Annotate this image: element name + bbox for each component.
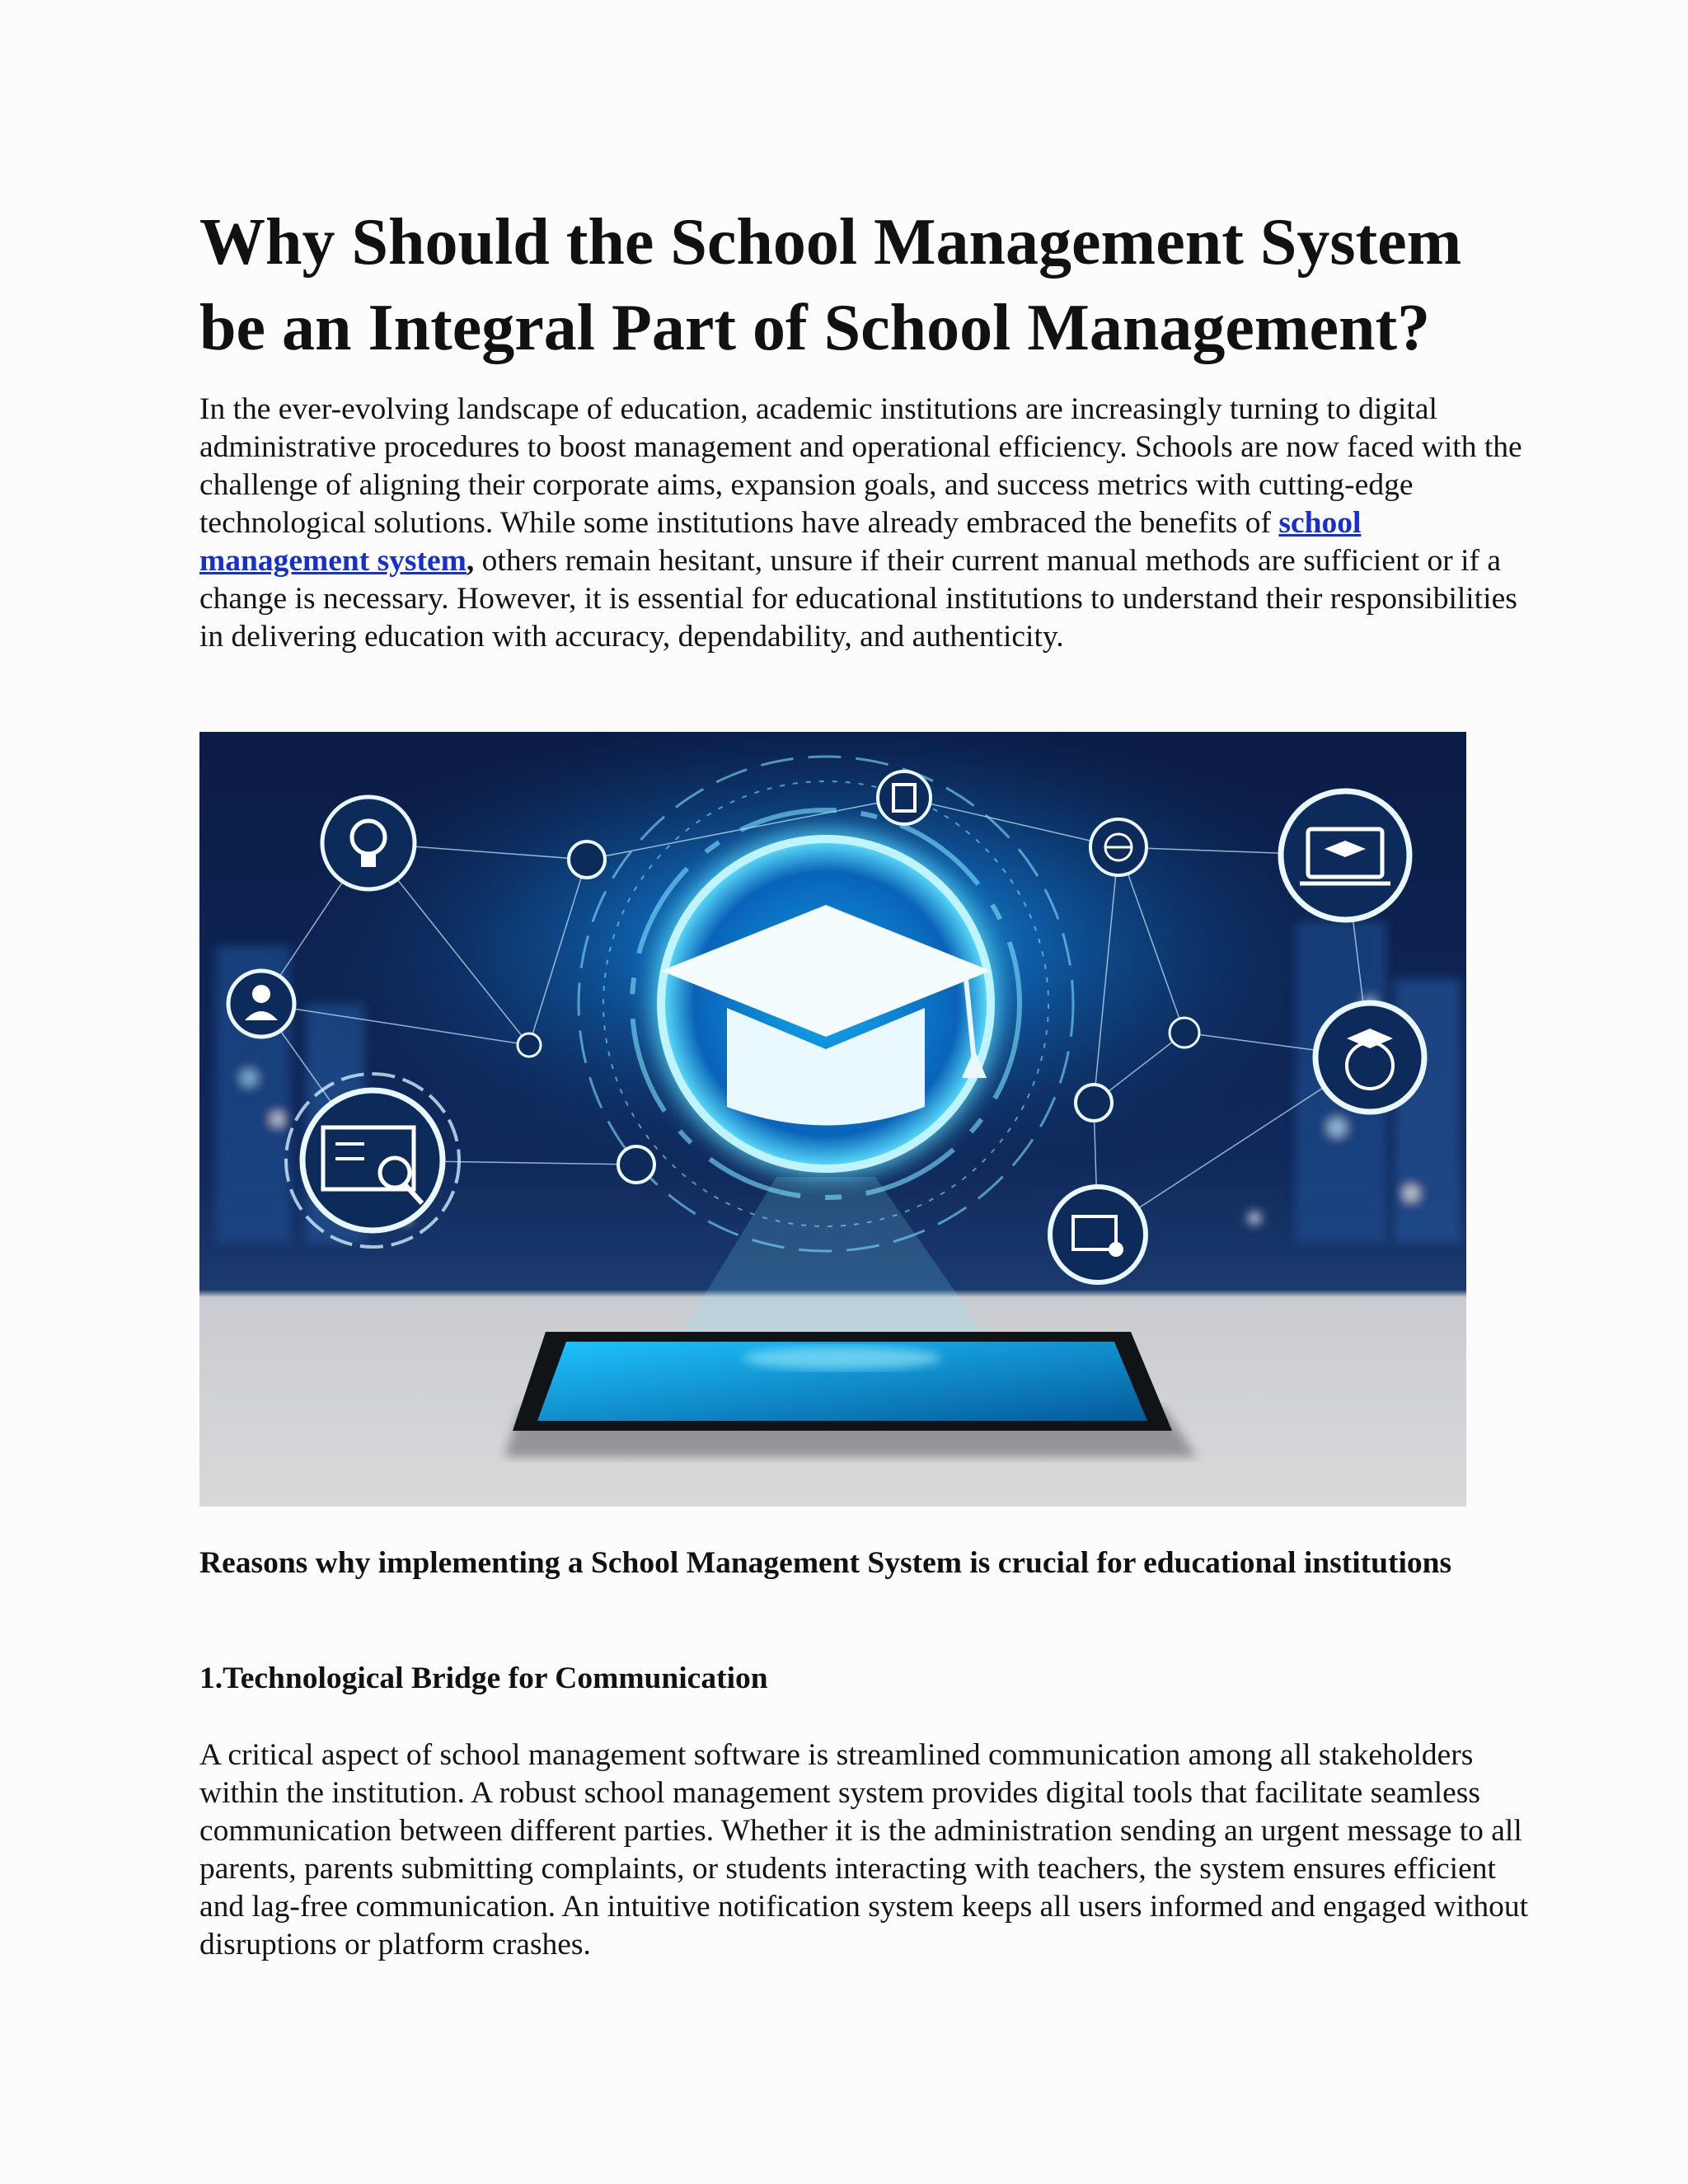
point1-heading: 1.Technological Bridge for Communication [199,1661,768,1695]
graduation-cap-icon [653,831,999,1177]
globe-icon [1090,819,1146,875]
point1-paragraph: A critical aspect of school management software is streamlined communication among all stakeholders within the institution. A robust school management system provides digital tools that facilitate seamless communication between different parties. Whether it is the administration sending an urgent message to all parents, parents submitting complaints, or students interacting with teachers, the system ensures efficient and lag-free communication. An intuitive notification system keeps all users informed and engaged without disruptions or platform crashes. [199,1738,1529,1961]
intro-text-after-link: others remain hesitant, unsure if their current manual methods are sufficient or if a change is necessary. However, it is essential for educational institutions to understand their responsibilities in delivering education with accuracy, dependability, and authenticity. [199,544,1517,654]
person-icon [228,971,294,1037]
intro-paragraph [199,391,1535,656]
hero-image-education-tech [199,732,1466,1507]
article-title: Why Should the School Management System be an Integral Part of School Management? [199,206,1462,364]
lightbulb-icon [322,797,415,889]
globe-cap-icon [1315,1003,1424,1112]
intro-comma: , [466,544,475,578]
school-management-system-link[interactable]: school management system [199,506,1362,578]
document-icon [878,771,931,824]
reasons-heading: Reasons why implementing a School Management System is crucial for educational institutions [199,1546,1452,1580]
certificate-icon [1050,1187,1146,1282]
laptop-cap-icon [1281,791,1409,920]
intro-text-before-link: In the ever-evolving landscape of education, academic institutions are increasingly turning to digital administrative procedures to boost management and operational efficiency. Schools are now faced with the challenge of aligning their corporate aims, expansion goals, and success metrics with cutting-edge technological solutions. While some institutions have already embraced the benefits of [199,392,1522,540]
tablet-device [504,1332,1197,1457]
